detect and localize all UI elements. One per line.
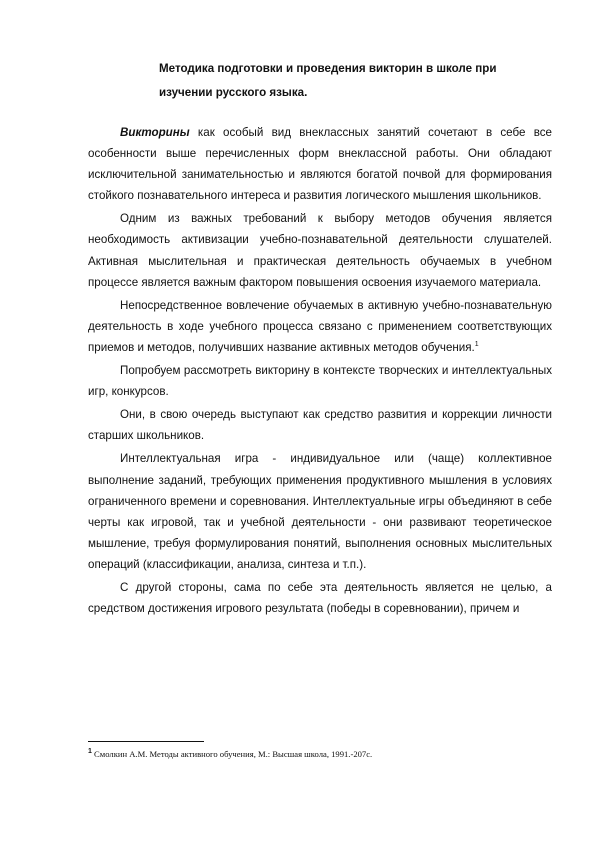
footnote-reference[interactable]: 1 <box>474 341 479 349</box>
paragraph-4: Попробуем рассмотреть викторину в контексте творческих и интеллектуальных игр, конкурсов. <box>88 364 552 399</box>
document-title <box>159 57 539 105</box>
footnote-separator <box>88 741 204 742</box>
paragraph-6: Интеллектуальная игра - индивидуальное или (чаще) коллективное выполнение заданий, требующих применения продуктивного мышления в условиях ограниченного времени и соревнования. Интеллектуальные игры объединяют в себе черты как игровой, так и учебной деятельности - они развивают теоретическое мышление, требуя формулирования понятий, выполнения основных мыслительных операций (классификации, анализа, синтеза и т.п.). <box>88 452 552 571</box>
paragraph-3-text: Непосредственное вовлечение обучаемых в активную учебно-познавательную деятельность в ходе учебного процесса связано с применением соответствующих приемов и методов, получивших название активных методов обучения. <box>88 298 552 354</box>
title-line-1: Методика подготовки и проведения викторин в школе при <box>159 62 497 75</box>
paragraph-3 <box>88 295 552 358</box>
paragraph-1-lead-term: Викторины <box>120 126 190 139</box>
paragraph-1-text: как особый вид внеклассных занятий сочетают в себе все особенности выше перечисленных форм внеклассной работы. Они обладают исключительной занимательностью и являются богатой почвой для формирования стойкого познавательного интереса и развития логического мышления школьников. <box>88 126 552 203</box>
paragraph-2: Одним из важных требований к выбору методов обучения является необходимость активизации учебно-познавательной деятельности слушателей. Активная мыслительная и практическая деятельность обучаемых в учебном процессе является важным фактором повышения освоения изучаемого материала. <box>88 212 552 289</box>
document-body <box>88 122 552 621</box>
paragraph-5: Они, в свою очередь выступают как средство развития и коррекции личности старших школьников. <box>88 408 552 443</box>
footnote-text: Смолкин А.М. Методы активного обучения, М.: Высшая школа, 1991.-207с. <box>91 749 373 759</box>
paragraph-7: С другой стороны, сама по себе эта деятельность является не целью, а средством достижения игрового результата (победы в соревновании), причем и <box>88 580 552 616</box>
footnote-number: 1 <box>88 748 92 756</box>
paragraph-1 <box>88 122 552 206</box>
footnote <box>88 748 552 760</box>
title-line-2: изучении русского языка. <box>159 86 308 99</box>
